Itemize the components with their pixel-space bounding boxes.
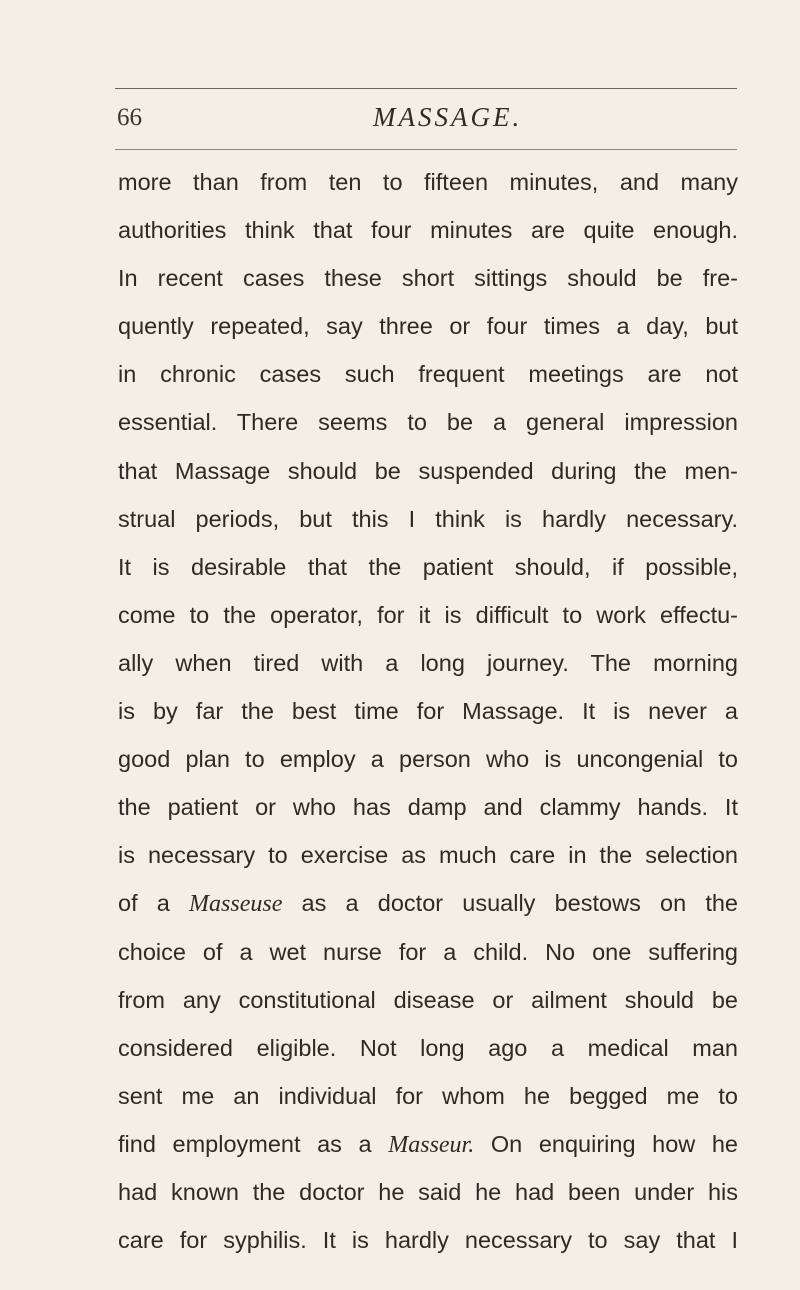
italic-term: Masseuse [189,891,283,918]
text-segment: good plan to employ a person who is uncongenial to [118,746,738,773]
text-line [118,447,738,495]
text-segment: is by far the best time for Massage. It is never a [118,698,738,725]
text-segment: as a doctor usually bestows on the [282,890,738,917]
text-line [118,831,738,879]
header-bottom-rule [115,149,737,150]
text-segment: ally when tired with a long journey. The morning [118,649,738,676]
text-line [118,302,738,350]
text-segment: more than from ten to fifteen minutes, and many [118,169,738,195]
text-line [118,928,738,976]
text-segment: from any constitutional disease or ailment should be [118,986,738,1013]
running-title: MASSAGE. [373,102,523,132]
text-segment: quently repeated, say three or four times a day, but [118,313,738,340]
text-line [118,687,738,735]
text-segment: find employment as a [118,1130,389,1157]
text-line [118,206,738,254]
text-line [118,783,738,831]
text-segment: that Massage should be suspended during the men- [118,457,738,484]
text-line [118,1024,738,1072]
body-text [118,158,738,1264]
text-segment: sent me an individual for whom he begged me to [118,1082,738,1109]
text-segment: considered eligible. Not long ago a medical man [118,1034,738,1061]
text-segment: is necessary to exercise as much care in the selection [118,842,738,869]
text-line [118,976,738,1024]
text-line [118,1168,738,1216]
page-number: 66 [117,104,142,131]
text-segment: strual periods, but this I think is hardly necessary. [118,505,738,532]
text-line [118,350,738,398]
text-segment: It is desirable that the patient should, if possible, [118,553,738,580]
text-segment: in chronic cases such frequent meetings are not [118,361,738,388]
text-line [118,158,738,206]
text-segment: authorities think that four minutes are quite enough. [118,217,738,244]
text-line [118,879,738,927]
text-segment: On enquiring how he [474,1130,738,1157]
text-line [118,398,738,446]
italic-term: Masseur. [388,1131,475,1158]
text-segment: choice of a wet nurse for a child. No one suffering [118,938,738,965]
text-line [118,1120,738,1168]
text-line [118,591,738,639]
text-line [118,254,738,302]
text-segment: In recent cases these short sittings should be fre- [118,265,738,292]
text-segment: the patient or who has damp and clammy hands. It [118,794,738,821]
text-segment: of a [118,890,190,917]
running-head [115,100,737,144]
header-top-rule [115,88,737,89]
text-line [118,495,738,543]
text-segment: had known the doctor he said he had been under his [118,1178,738,1205]
text-line [118,543,738,591]
text-segment: essential. There seems to be a general impression [118,409,738,436]
text-segment: care for syphilis. It is hardly necessary to say that I [118,1227,738,1254]
text-line [118,1216,738,1264]
text-line [118,1072,738,1120]
text-line [118,735,738,783]
text-line [118,639,738,687]
text-segment: come to the operator, for it is difficult to work effectu- [118,601,738,628]
